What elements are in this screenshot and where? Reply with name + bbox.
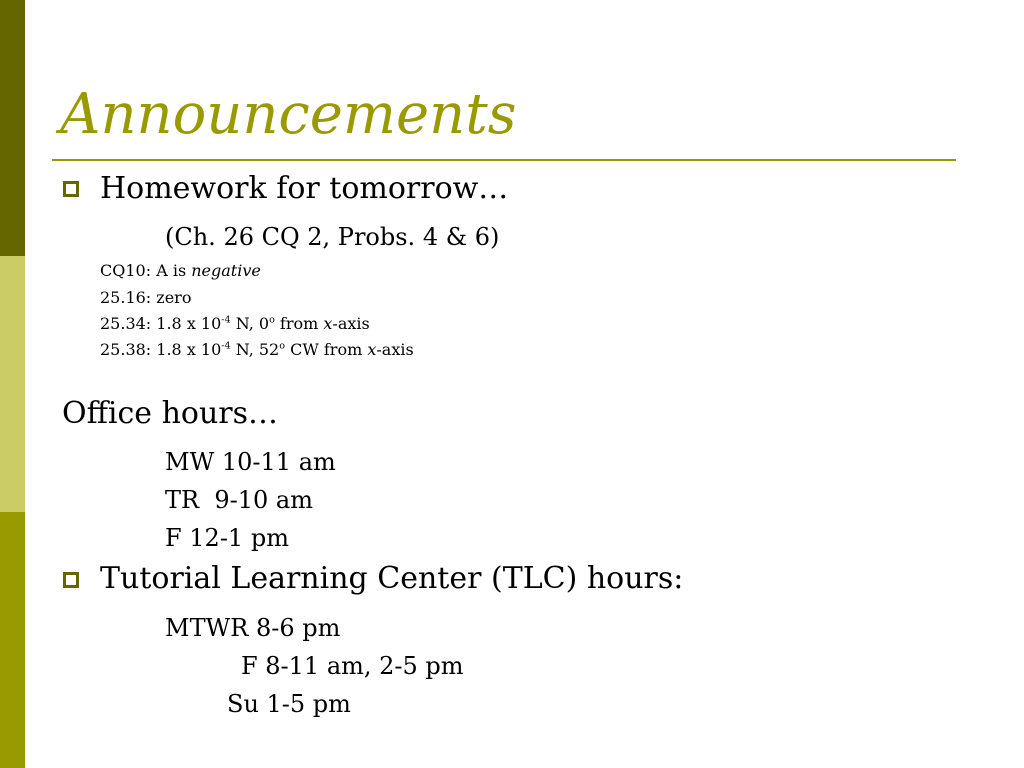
office-hours-time: F 12-1 pm [165, 524, 289, 552]
exponent: -4 [221, 314, 231, 326]
answer-25-16 [100, 290, 191, 306]
answer-text: 25.16: zero [100, 288, 192, 307]
answer-emphasis: x [367, 340, 377, 359]
tlc-time: Su 1-5 pm [227, 690, 351, 718]
homework-heading: Homework for tomorrow… [100, 171, 509, 206]
office-hours-heading: Office hours… [62, 396, 279, 431]
answer-text: CQ10: A is [100, 261, 192, 280]
tlc-time: MTWR 8-6 pm [165, 614, 341, 642]
answer-25-38 [100, 342, 414, 358]
answer-text: N, 0 [230, 314, 270, 333]
square-bullet-icon [63, 572, 79, 588]
degree-mark: o [269, 314, 275, 326]
office-hours-time: TR 9-10 am [165, 486, 313, 514]
exponent: -4 [221, 340, 231, 352]
answer-text: N, 52 [230, 340, 280, 359]
tlc-heading: Tutorial Learning Center (TLC) hours: [100, 561, 684, 596]
answer-text: -axis [376, 340, 414, 359]
answer-emphasis: x [323, 314, 333, 333]
answer-text: 25.38: 1.8 x 10 [100, 340, 222, 359]
answer-text: CW from [285, 340, 368, 359]
answer-cq10 [100, 263, 261, 279]
title-underline [52, 159, 956, 161]
side-bar-top [0, 0, 25, 256]
office-hours-time: MW 10-11 am [165, 448, 336, 476]
side-bar-bottom [0, 512, 25, 768]
homework-assignment: (Ch. 26 CQ 2, Probs. 4 & 6) [165, 223, 500, 251]
answer-text: from [274, 314, 324, 333]
side-bar-middle [0, 256, 25, 512]
degree-mark: o [279, 340, 286, 352]
square-bullet-icon [63, 181, 79, 197]
answer-text: -axis [332, 314, 370, 333]
answer-emphasis: negative [191, 261, 261, 280]
answer-text: 25.34: 1.8 x 10 [100, 314, 222, 333]
answer-25-34 [100, 316, 370, 332]
tlc-time: F 8-11 am, 2-5 pm [241, 652, 464, 680]
slide-title: Announcements [60, 82, 517, 147]
